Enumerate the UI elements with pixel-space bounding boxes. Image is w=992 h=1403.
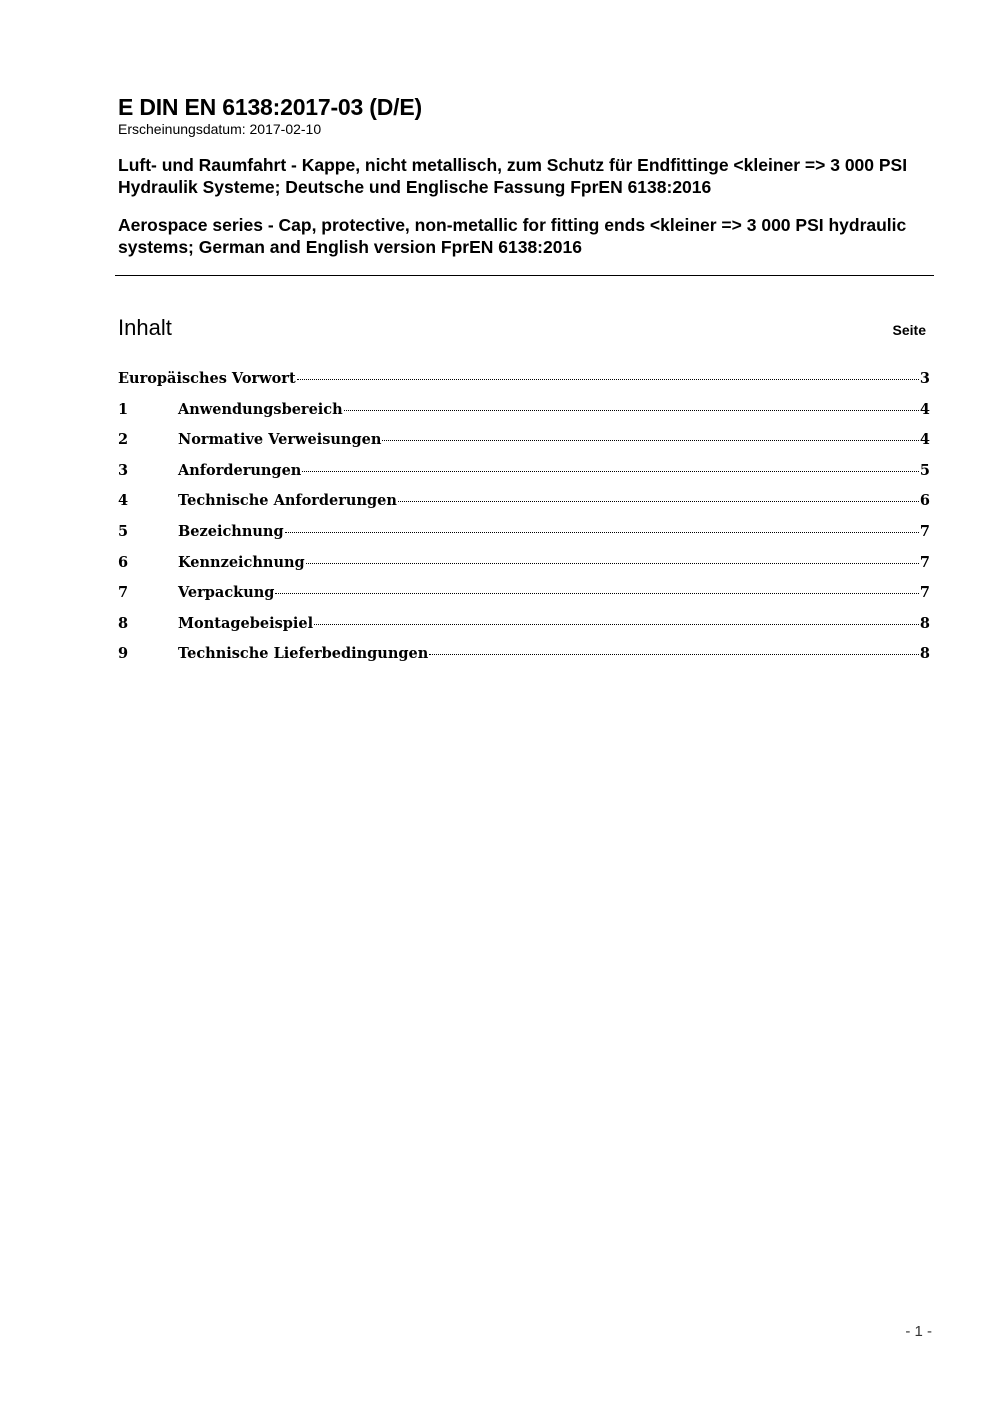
toc-entry-label: Technische Anforderungen xyxy=(178,492,397,510)
toc-entry-normative-verweisungen[interactable] xyxy=(118,431,930,462)
toc-entry-montagebeispiel[interactable] xyxy=(118,615,930,646)
toc-entry-page: 8 xyxy=(919,614,930,632)
toc-entry-label: Technische Lieferbedingungen xyxy=(178,645,429,663)
header-divider xyxy=(115,275,934,276)
toc-entry-technische-lieferbedingungen[interactable] xyxy=(118,645,930,676)
toc-entry-page: 4 xyxy=(919,400,930,418)
toc-entry-number: 3 xyxy=(118,461,129,479)
toc-entry-number: 5 xyxy=(118,522,129,540)
toc-entry-page: 7 xyxy=(919,584,930,602)
table-of-contents xyxy=(118,370,930,676)
toc-entry-kennzeichnung[interactable] xyxy=(118,554,930,585)
toc-dot-leader xyxy=(398,501,919,502)
toc-dot-leader xyxy=(344,410,919,411)
toc-entry-page: 8 xyxy=(919,645,930,663)
toc-entry-page: 5 xyxy=(919,461,930,479)
toc-entry-page: 6 xyxy=(919,492,930,510)
toc-entry-label: Kennzeichnung xyxy=(178,553,305,571)
toc-entry-europaeisches-vorwort[interactable] xyxy=(118,370,930,401)
toc-entry-label: Verpackung xyxy=(178,584,275,602)
toc-entry-anwendungsbereich[interactable] xyxy=(118,401,930,432)
document-header xyxy=(118,94,934,258)
toc-entry-number: 1 xyxy=(118,400,129,418)
toc-dot-leader xyxy=(275,593,918,594)
toc-heading: Inhalt xyxy=(118,315,172,340)
publication-date: Erscheinungsdatum: 2017-02-10 xyxy=(118,121,322,137)
toc-dot-leader xyxy=(382,440,919,441)
toc-entry-number: 2 xyxy=(118,431,129,449)
page-number: - 1 - xyxy=(905,1323,932,1340)
toc-entry-technische-anforderungen[interactable] xyxy=(118,492,930,523)
toc-entry-bezeichnung[interactable] xyxy=(118,523,930,554)
toc-dot-leader xyxy=(302,471,919,472)
toc-dot-leader xyxy=(306,563,919,564)
toc-entry-number: 7 xyxy=(118,584,129,602)
toc-entry-page: 4 xyxy=(919,431,930,449)
toc-entry-verpackung[interactable] xyxy=(118,584,930,615)
title-german: Luft- und Raumfahrt - Kappe, nicht metallisch, zum Schutz für Endfittinge <kleiner => 3 000 PSI Hydraulik Systeme; Deutsche und Englische Fassung FprEN 6138:2016 xyxy=(118,155,908,197)
toc-entry-number: 9 xyxy=(118,645,129,663)
toc-entry-page: 7 xyxy=(919,522,930,540)
document-title: E DIN EN 6138:2017-03 (D/E) xyxy=(118,94,422,120)
toc-entry-number: 4 xyxy=(118,492,129,510)
toc-dot-leader xyxy=(285,532,919,533)
toc-dot-leader xyxy=(297,379,919,380)
toc-entry-anforderungen[interactable] xyxy=(118,462,930,493)
toc-entry-label: Normative Verweisungen xyxy=(178,431,382,449)
toc-dot-leader xyxy=(314,624,919,625)
toc-entry-label: Europäisches Vorwort xyxy=(118,370,296,387)
toc-entry-label: Bezeichnung xyxy=(178,522,284,540)
toc-entry-page: 7 xyxy=(919,553,930,571)
toc-page-label: Seite xyxy=(892,322,926,338)
toc-heading-row xyxy=(118,314,926,342)
toc-dot-leader xyxy=(429,654,919,655)
title-english: Aerospace series - Cap, protective, non-metallic for fitting ends <kleiner => 3 000 PSI hydraulic systems; German and English version FprEN 6138:2016 xyxy=(118,215,907,257)
toc-entry-number: 8 xyxy=(118,614,129,632)
toc-entry-page: 3 xyxy=(919,370,930,387)
toc-entry-label: Anwendungsbereich xyxy=(178,400,343,418)
toc-entry-number: 6 xyxy=(118,553,129,571)
toc-entry-label: Montagebeispiel xyxy=(178,614,314,632)
toc-entry-label: Anforderungen xyxy=(178,461,302,479)
